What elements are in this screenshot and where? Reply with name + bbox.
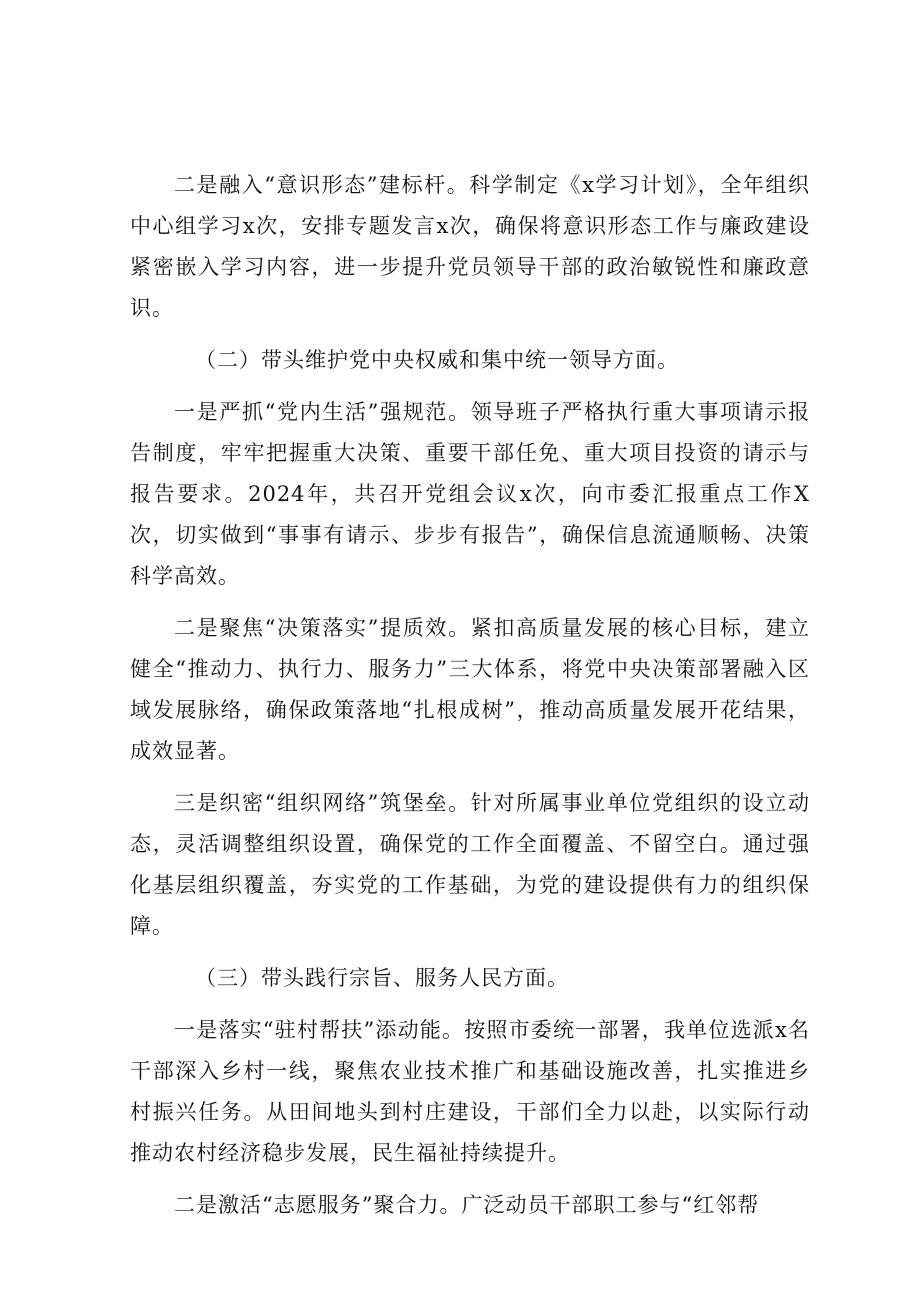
paragraph-village-assistance: 一是落实“驻村帮扶”添动能。按照市委统一部署，我单位选派x名干部深入乡村一线，聚焦农业技术推广和基础设施改善，扎实推进乡村振兴任务。从田间地头到村庄建设，干部们全力以赴，以实际行动推动农村经济稳步发展，民生福祉持续提升。 (130, 1018, 810, 1165)
paragraph-party-life: 一是严抓“党内生活”强规范。领导班子严格执行重大事项请示报告制度，牢牢把握重大决策、重要干部任免、重大项目投资的请示与报告要求。2024年，共召开党组会议x次，向市委汇报重点工作X次，切实做到“事事有请示、步步有报告”，确保信息流通顺畅、决策科学高效。 (130, 400, 810, 588)
section-heading-2: （二）带头维护党中央权威和集中统一领导方面。 (195, 348, 679, 372)
section-heading-3: （三）带头践行宗旨、服务人民方面。 (195, 966, 569, 990)
paragraph-organization-network: 三是织密“组织网络”筑堡垒。针对所属事业单位党组织的设立动态，灵活调整组织设置，确保党的工作全面覆盖、不留空白。通过强化基层组织覆盖，夯实党的工作基础，为党的建设提供有力的组织保障。 (130, 791, 810, 938)
document-body (130, 165, 810, 1237)
paragraph-volunteer-service: 二是激活“志愿服务”聚合力。广泛动员干部职工参与“红邻帮 (174, 1193, 760, 1217)
paragraph-decision-implementation: 二是聚焦“决策落实”提质效。紧扣高质量发展的核心目标，建立健全“推动力、执行力、服务力”三大体系，将党中央决策部署融入区域发展脉络，确保政策落地“扎根成树”，推动高质量发展开花结果，成效显著。 (130, 616, 810, 763)
paragraph-ideology: 二是融入“意识形态”建标杆。科学制定《x学习计划》，全年组织中心组学习x次，安排专题发言x次，确保将意识形态工作与廉政建设紧密嵌入学习内容，进一步提升党员领导干部的政治敏锐性和廉政意识。 (130, 173, 810, 320)
